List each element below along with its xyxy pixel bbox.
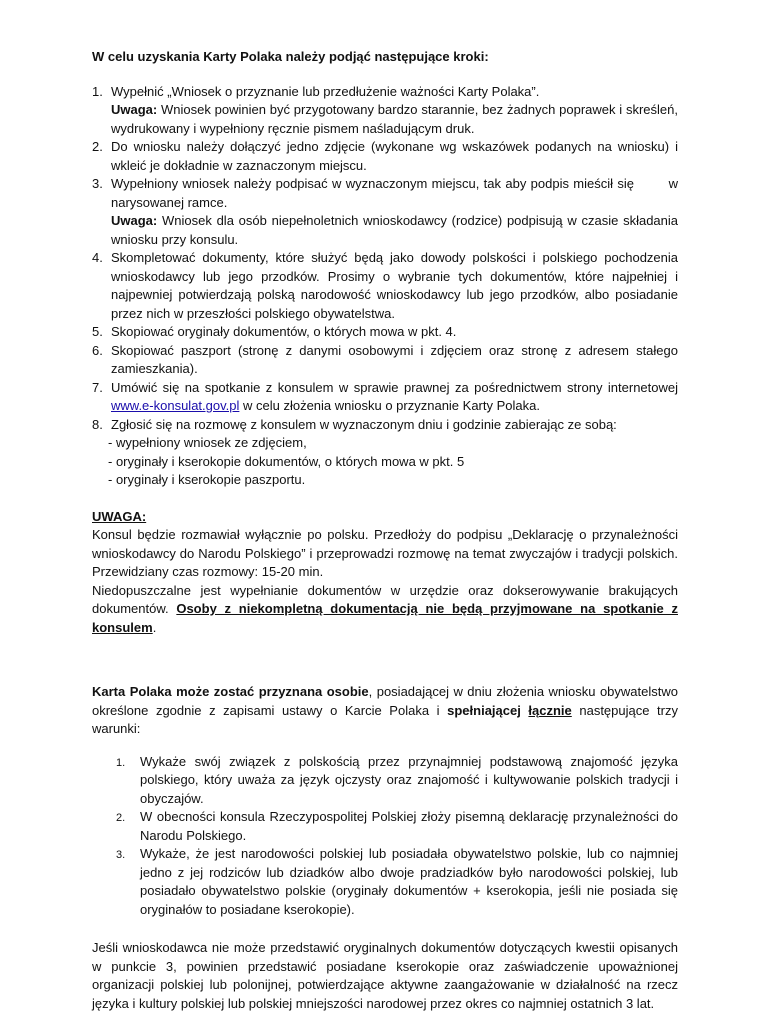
step-text: Wypełniony wniosek należy podpisać w wyznaczonym miejscu, tak aby podpis mieścił się w narysowanej ramce. xyxy=(111,176,682,210)
uwaga-title: UWAGA: xyxy=(92,508,147,524)
bring-list xyxy=(108,434,678,490)
karta-bold-underline: łącznie xyxy=(528,702,572,718)
step-8 xyxy=(92,416,678,490)
step-text: Skopiować paszport (stronę z danymi osobowymi i zdjęciem oraz stronę z adresem stałego zamieszkania). xyxy=(111,342,678,376)
uwaga-p2-text: Niedopuszczalne jest wypełnianie dokumentów w urzędzie oraz dokserowywanie brakujących dokumentów. xyxy=(92,582,678,616)
condition-number: 2. xyxy=(116,812,126,824)
step-6 xyxy=(92,342,678,379)
conditions-list xyxy=(92,753,678,920)
final-paragraph: Jeśli wnioskodawca nie może przedstawić oryginalnych dokumentów dotyczących kwestii opisanych w punkcie 3, powinien przedstawić posiadane kserokopie oraz zaświadczenie upoważnionej organizacji polskiej lub polonijnej, potwierdzające aktywne zaangażowanie w działalność na rzecz języka i kultury polskiej lub polskiej mniejszości narodowej przez okres co najmniej ostatnich 3 lat. xyxy=(92,940,678,1011)
note-text: Wniosek dla osób niepełnoletnich wnioskodawcy (rodzice) podpisują w czasie składania wniosku przy konsulu. xyxy=(111,213,678,247)
document-page xyxy=(92,48,682,1013)
step-text-after: w celu złożenia wniosku o przyznanie Karty Polaka. xyxy=(239,398,540,413)
condition-number: 1. xyxy=(116,756,126,769)
step-text: Skopiować oryginały dokumentów, o których mowa w pkt. 4. xyxy=(111,324,457,339)
note-text: Wniosek powinien być przygotowany bardzo starannie, bez żadnych poprawek i skreśleń, wydrukowany i wypełniony ręcznie pismem naśladującym druk. xyxy=(111,102,678,136)
condition-number: 3. xyxy=(116,849,126,861)
karta-text-1: , posiadającej w dniu złożenia wniosku obywatelstwo określone zgodnie z zapisami ustawy o Karcie Polaka i xyxy=(92,684,678,718)
uwaga-paragraph-2 xyxy=(92,582,678,638)
condition-text: W obecności konsula Rzeczypospolitej Polskiej złoży pisemną deklarację przynależności do Narodu Polskiego. xyxy=(140,809,678,843)
karta-text-2: następujące trzy warunki: xyxy=(92,702,678,736)
step-text: Wypełnić „Wniosek o przyznanie lub przedłużenie ważności Karty Polaka”. xyxy=(111,83,540,99)
steps-list xyxy=(92,83,682,490)
condition-text: Wykaże swój związek z polskością przez przynajmniej podstawową znajomość języka polskiego, który uważa za język ojczysty oraz znajomość i kultywowanie polskich tradycji i obyczajów. xyxy=(140,753,678,806)
step-number: 4. xyxy=(92,250,103,265)
step-1 xyxy=(92,83,678,139)
e-konsulat-link[interactable]: www.e-konsulat.gov.pl xyxy=(111,398,240,413)
note-label: Uwaga: xyxy=(111,102,158,117)
bring-item: - wypełniony wniosek ze zdjęciem, xyxy=(108,435,307,450)
step-number: 8. xyxy=(92,416,103,432)
condition-3 xyxy=(92,845,678,919)
condition-1 xyxy=(92,753,678,809)
karta-bold-1: Karta Polaka może zostać przyznana osobie xyxy=(92,684,369,699)
step-7 xyxy=(92,379,678,416)
step-number: 6. xyxy=(92,342,103,358)
step-text: Do wniosku należy dołączyć jedno zdjęcie (wykonane wg wskazówek podanych na wniosku) i wkleić je dokładnie w zaznaczonym miejscu. xyxy=(111,139,678,173)
karta-paragraph xyxy=(92,683,678,739)
condition-text: Wykaże, że jest narodowości polskiej lub posiadała obywatelstwo polskie, lub co najmniej jedno z jej rodziców lub dziadków albo dwoje pradziadków było narodowości polskiej, lub posiadało obywatelstwo polskie (oryginały dokumentów + kserokopia, jeśli nie posiada się oryginałów to posiadane kserokopie). xyxy=(140,846,678,917)
step-4 xyxy=(92,249,678,323)
note-label: Uwaga: xyxy=(111,213,158,228)
step-5 xyxy=(92,323,678,342)
step-number: 3. xyxy=(92,176,103,191)
uwaga-p2-end: . xyxy=(152,619,157,635)
condition-2 xyxy=(92,808,678,845)
page-heading: W celu uzyskania Karty Polaka należy podjąć następujące kroki: xyxy=(92,49,489,64)
bring-item: - oryginały i kserokopie dokumentów, o których mowa w pkt. 5 xyxy=(108,453,465,469)
uwaga-paragraph-1: Konsul będzie rozmawiał wyłącznie po polsku. Przedłoży do podpisu „Deklarację o przynależności wnioskodawcy do Narodu Polskiego” i przeprowadzi rozmowę na temat zwyczajów i tradycji polskich. Przewidziany czas rozmowy: 15-20 min. xyxy=(92,527,678,579)
uwaga-warning: Osoby z niekompletną dokumentacją nie będą przyjmowane na spotkanie z konsulem xyxy=(92,601,678,635)
step-2 xyxy=(92,138,678,175)
step-number: 5. xyxy=(92,324,103,339)
bring-item: - oryginały i kserokopie paszportu. xyxy=(108,472,306,487)
step-number: 7. xyxy=(92,379,103,395)
step-3 xyxy=(92,175,682,249)
step-text: Umówić się na spotkanie z konsulem w sprawie prawnej za pośrednictwem strony internetowej xyxy=(111,379,678,395)
step-text: Zgłosić się na rozmowę z konsulem w wyznaczonym dniu i godzinie zabierając ze sobą: xyxy=(111,416,617,432)
step-number: 1. xyxy=(92,83,103,99)
step-text: Skompletować dokumenty, które służyć będą jako dowody polskości i polskiego pochodzenia wnioskodawcy lub jego przodków. Prosimy o wybranie tych dokumentów, które najpełniej i najpewniej potwierdzają polską narodowość wnioskodawcy lub jego przodków, albo posiadanie przez nich w przeszłości polskiego obywatelstwa. xyxy=(111,250,678,321)
step-number: 2. xyxy=(92,139,103,154)
karta-bold-2: spełniającej xyxy=(447,702,529,718)
